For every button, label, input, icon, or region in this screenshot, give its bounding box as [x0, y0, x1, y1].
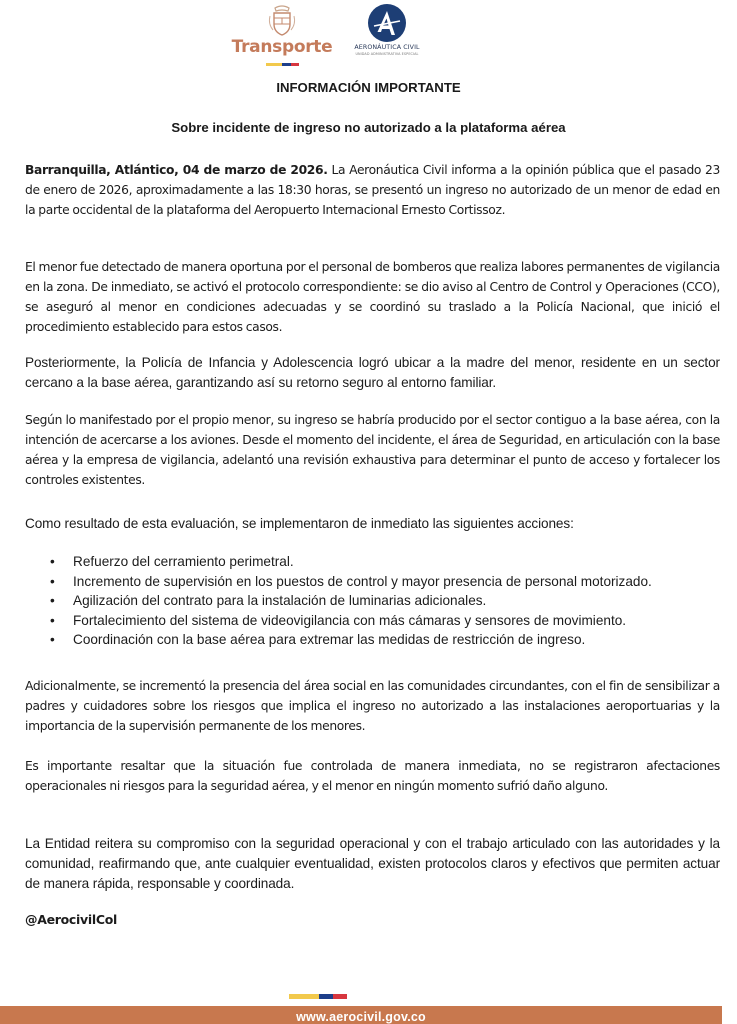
bullet-icon: • — [50, 612, 55, 628]
flag-stripe — [266, 63, 299, 66]
action-item: • Refuerzo del cerramiento perimetral. — [25, 552, 720, 572]
letter-a-icon — [368, 4, 406, 42]
paragraph-intro-text: La Aeronáutica Civil informa a la opinión pública que el pasado 23 de enero de 2026, aproximadamente a las 18:30 horas, se presentó un ingreso no autorizado de un menor de edad en la parte occidental de la plataforma del Aeropuerto Internacional Ernesto Cortissoz. — [25, 163, 720, 217]
flag-yellow — [289, 994, 319, 999]
action-item: • Coordinación con la base aérea para extremar las medidas de restricción de ingreso. — [25, 630, 720, 650]
actions-list — [25, 552, 720, 650]
coat-of-arms-icon — [266, 4, 298, 38]
aerocivil-emblem-icon — [368, 4, 406, 42]
aerocivil-subtitle: UNIDAD ADMINISTRATIVA ESPECIAL — [355, 52, 419, 56]
paragraph-situation-controlled: Es importante resaltar que la situación fue controlada de manera inmediata, no se registraron afectaciones operacionales ni riesgos para la seguridad aérea, y el menor en ningún momento sufrió daño alguno. — [25, 759, 720, 793]
flag-blue — [319, 994, 333, 999]
footer-bar — [0, 1006, 722, 1024]
bullet-icon: • — [50, 573, 55, 589]
aerocivil-logo — [346, 2, 428, 68]
aerocivil-name: AERONÁUTICA CIVIL — [354, 44, 420, 51]
document-subtitle: Sobre incidente de ingreso no autorizado a la plataforma aérea — [171, 120, 566, 135]
paragraph-mother-located: Posteriormente, la Policía de Infancia y Adolescencia logró ubicar a la madre del menor, residente en un sector cercano a la base aérea, garantizando así su retorno seguro al entorno familiar. — [25, 355, 720, 390]
letterhead — [0, 0, 737, 72]
bullet-icon: • — [50, 632, 55, 647]
footer-flag-stripe — [289, 994, 347, 999]
social-handle: @AerocivilCol — [25, 912, 117, 927]
paragraph-intro — [25, 160, 720, 220]
paragraph-commitment: La Entidad reitera su compromiso con la seguridad operacional y con el trabajo articulado con las autoridades y la comunidad, reafirmando que, ante cualquier eventualidad, existen protocolos claros y efectivos que permiten actuar de manera rápida, responsable y coordinada. — [25, 836, 720, 891]
flag-yellow — [266, 63, 282, 66]
action-item: • Fortalecimiento del sistema de videovigilancia con más cámaras y sensores de movimiento. — [25, 611, 720, 631]
bullet-icon: • — [50, 554, 55, 569]
bullet-icon: • — [50, 593, 55, 608]
flag-blue — [282, 63, 291, 66]
website-link[interactable]: www.aerocivil.gov.co — [296, 1010, 426, 1024]
paragraph-detection: El menor fue detectado de manera oportuna por el personal de bomberos que realiza labores permanentes de vigilancia en la zona. De inmediato, se activó el protocolo correspondiente: se dio aviso al Centro de Control y Operaciones (CCO), se aseguró al menor en condiciones adecuadas y se coordinó su traslado a la Policía Nacional, que inició el procedimiento establecido para estos casos. — [25, 260, 720, 334]
dateline: Barranquilla, Atlántico, 04 de marzo de 2026. — [25, 163, 328, 177]
ministry-transporte-logo — [226, 2, 338, 70]
action-item: • Incremento de supervisión en los puestos de control y mayor presencia de personal motorizado. — [25, 572, 720, 592]
ministry-name: Transporte — [231, 37, 333, 57]
document-title: INFORMACIÓN IMPORTANTE — [276, 80, 461, 95]
paragraph-actions-intro: Como resultado de esta evaluación, se implementaron de inmediato las siguientes acciones: — [25, 516, 574, 531]
paragraph-access-review: Según lo manifestado por el propio menor, su ingreso se habría producido por el sector contiguo a la base aérea, con la intención de acercarse a los aviones. Desde el momento del incidente, el área de Seguridad, en articulación con la base aérea y la empresa de vigilancia, adelantó una revisión exhaustiva para determinar el punto de acceso y fortalecer los controles existentes. — [25, 413, 720, 487]
flag-red — [291, 63, 299, 66]
paragraph-social-area: Adicionalmente, se incrementó la presencia del área social en las comunidades circundantes, con el fin de sensibilizar a padres y cuidadores sobre los riesgos que implica el ingreso no autorizado a las instalaciones aeroportuarias y la importancia de la supervisión permanente de los menores. — [25, 679, 720, 733]
action-item: • Agilización del contrato para la instalación de luminarias adicionales. — [25, 591, 720, 611]
flag-red — [333, 994, 347, 999]
